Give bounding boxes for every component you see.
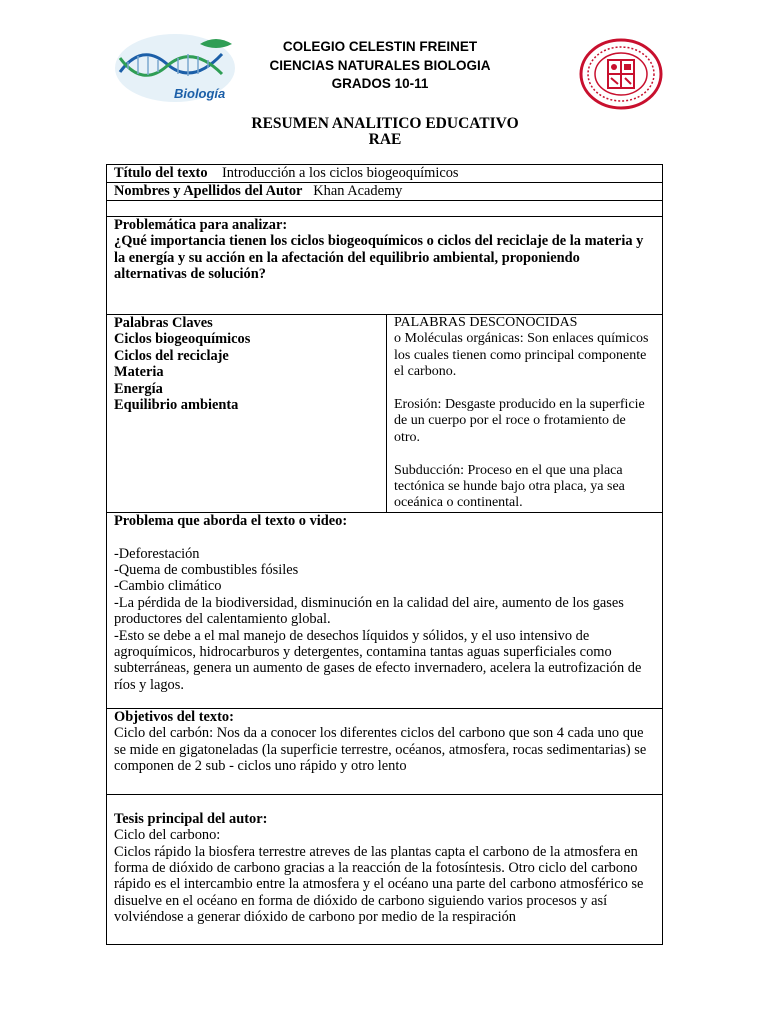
keywords-cell	[107, 315, 387, 513]
row-empty	[107, 201, 663, 217]
institution-header	[250, 38, 510, 94]
keyword-item: Energía	[114, 380, 163, 397]
autor-value: Khan Academy	[313, 183, 403, 199]
tesis-subtitle: Ciclo del carbono:	[114, 827, 221, 844]
row-problema	[107, 512, 663, 708]
unknown-word-item: Erosión: Desgaste producido en la superficie de un cuerpo por el roce o frotamiento de otro.	[394, 397, 645, 445]
keyword-item: Ciclos del reciclaje	[114, 347, 229, 364]
document-title	[220, 116, 550, 148]
unknown-word-item: Subducción: Proceso en el que una placa tectónica se hunde bajo otra placa, ya sea oceánica o continental.	[394, 462, 625, 511]
dna-leaf-icon	[112, 32, 238, 104]
document-title-line1: RESUMEN ANALITICO EDUCATIVO	[251, 115, 519, 132]
objetivos-text: Ciclo del carbón: Nos da a conocer los diferentes ciclos del carbono que son 4 cada uno que se mide en gigatoneladas (la superficie terrestre, océanos, atmosfera, rocas sedimentarias) se componen de 2 sub - ciclos uno rápido y otro lento	[114, 725, 647, 775]
unknown-words-cell	[387, 315, 663, 513]
row-autor	[107, 183, 663, 201]
autor-label: Nombres y Apellidos del Autor	[114, 183, 303, 199]
problema-item: -Quema de combustibles fósiles	[114, 562, 299, 579]
keyword-item: Ciclos biogeoquímicos	[114, 331, 251, 348]
keyword-item: Materia	[114, 364, 164, 381]
titulo-label: Título del texto	[114, 165, 208, 181]
keywords-label: Palabras Claves	[114, 315, 213, 331]
tesis-label: Tesis principal del autor:	[114, 810, 268, 827]
document-title-line2: RAE	[368, 131, 402, 148]
row-palabras	[107, 315, 663, 513]
keyword-item: Equilibrio ambienta	[114, 397, 239, 414]
row-titulo	[107, 165, 663, 183]
row-tesis	[107, 794, 663, 944]
problema-item: -La pérdida de la biodiversidad, disminución en la calidad del aire, aumento de los gases productores del calentamiento global.	[114, 594, 624, 628]
row-problematica	[107, 217, 663, 315]
problema-label: Problema que aborda el texto o video:	[114, 512, 348, 529]
unknown-words-label: PALABRAS DESCONOCIDAS	[394, 315, 578, 330]
problema-item: -Deforestación	[114, 545, 200, 562]
logo-text: Biología	[174, 86, 226, 101]
unknown-word-item: o Moléculas orgánicas: Son enlaces químicos los cuales tienen como principal componente el carbono.	[394, 331, 649, 380]
biologia-logo	[112, 32, 238, 104]
problematica-text: ¿Qué importancia tienen los ciclos biogeoquímicos o ciclos del reciclaje de la materia y la energía y su acción en la afectación del equilibrio ambiental, proponiendo alternativas de solución?	[114, 233, 644, 283]
problema-item: -Cambio climático	[114, 578, 222, 595]
tesis-text: Ciclos rápido la biosfera terrestre atreves de las plantas capta el carbono de la atmosfera en forma de dióxido de carbono gracias a la reacción de la fotosíntesis. Otro ciclo del carbono rápido es el intercambio entre la atmosfera y el océano una parte del carbono atmosférico se disuelve en el océano en forma de dióxido de carbono siguiendo varios procesos y así volviéndose a generar dióxido de carbono por medio de la respiración	[114, 843, 644, 926]
objetivos-label: Objetivos del texto:	[114, 708, 234, 725]
school-seal-logo	[578, 38, 664, 110]
row-objetivos	[107, 708, 663, 794]
institution-name: COLEGIO CELESTIN FREINET	[282, 39, 478, 54]
rae-table	[106, 164, 663, 945]
subject-name: CIENCIAS NATURALES BIOLOGIA	[269, 57, 491, 73]
titulo-value: Introducción a los ciclos biogeoquímicos	[221, 165, 459, 181]
seal-icon	[578, 38, 664, 110]
problema-item: -Esto se debe a el mal manejo de desechos líquidos y sólidos, y el uso intensivo de agroquímicos, hidrocarburos y detergentes, contamina tantas aguas superficiales como subterráneas, genera un aumento de gases de efecto invernadero, acelera la eutrofización de ríos y lagos.	[114, 627, 642, 693]
problematica-label: Problemática para analizar:	[114, 217, 288, 233]
grades-label: GRADOS 10-11	[331, 76, 429, 91]
